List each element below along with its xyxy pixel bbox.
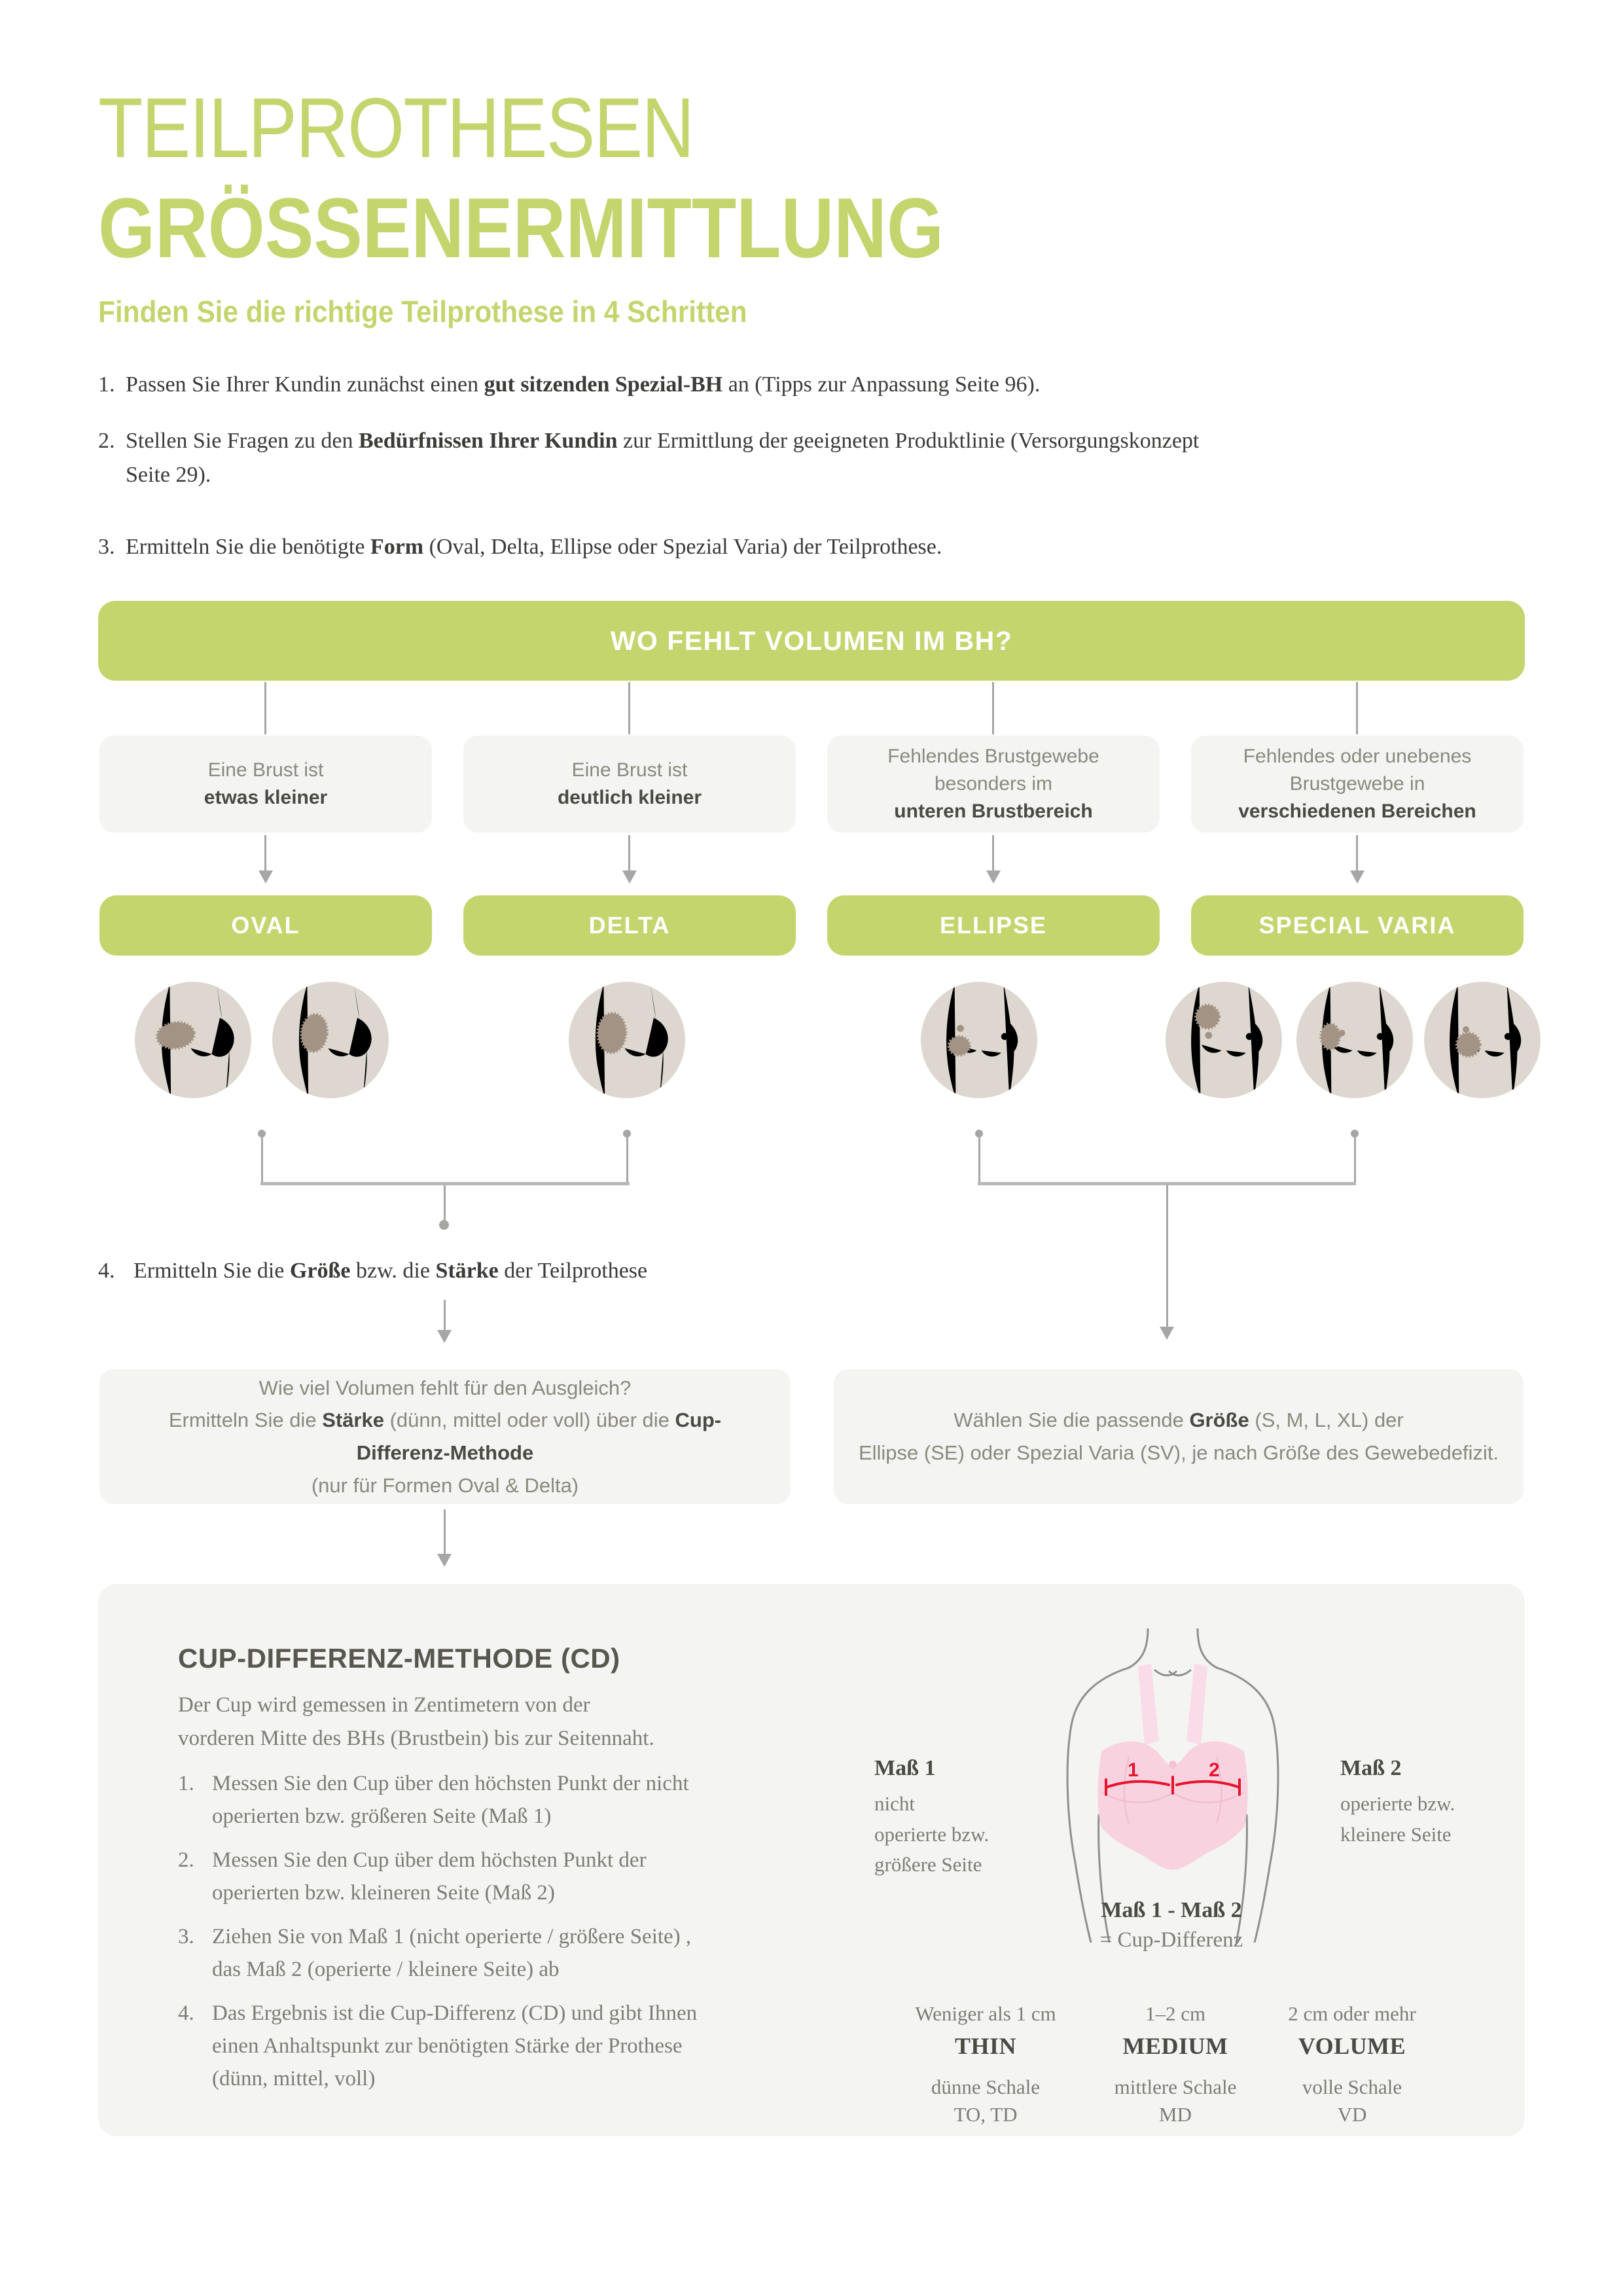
result-codes: MD — [1159, 2103, 1192, 2126]
condition-line: Fehlendes oder unebenes — [1243, 745, 1472, 767]
step-text: Passen Sie Ihrer Kundin zunächst einen gut sitzenden Spezial-BH an (Tipps zur Anpassung Seite 96). — [126, 372, 1041, 397]
result-codes: VD — [1337, 2103, 1367, 2126]
torso-oval-tall-icon — [272, 982, 389, 1098]
condition-line: verschiedenen Bereichen — [1238, 800, 1476, 822]
measure-mark-1: 1 — [1128, 1759, 1139, 1781]
connector-line — [992, 835, 994, 870]
cd-step-text: Ziehen Sie von Maß 1 (nicht operierte / größere Seite) , das Maß 2 (operierte / kleinere Seite) ab — [212, 1925, 692, 1982]
torso-oval-wide-icon — [135, 982, 251, 1098]
condition-line: deutlich kleiner — [557, 787, 702, 808]
connector-line — [264, 835, 266, 870]
result-codes: TO, TD — [954, 2103, 1018, 2126]
page-subtitle: Finden Sie die richtige Teilprothese in 4 Schritten — [98, 295, 747, 329]
shape-label-oval: OVAL — [99, 895, 432, 956]
torso-delta-icon — [569, 982, 685, 1098]
cd-step-2 — [178, 1844, 647, 1909]
connector-line — [264, 682, 266, 734]
torso-varia-top-icon — [1166, 982, 1282, 1098]
decision-line: Differenz-Methode — [356, 1441, 534, 1464]
step-number: 2. — [98, 429, 115, 453]
result-name: THIN — [954, 2032, 1017, 2059]
flow-question-text: WO FEHLT VOLUMEN IM BH? — [610, 625, 1013, 656]
connector-line — [444, 1509, 446, 1554]
connector-dot — [439, 1220, 449, 1230]
condition-line: besonders im — [934, 773, 1053, 795]
cd-step-1 — [178, 1767, 689, 1833]
flow-question-bar — [98, 601, 1525, 681]
arrow-down-icon — [437, 1554, 452, 1567]
result-name: VOLUME — [1298, 2032, 1406, 2059]
step-3 — [98, 530, 942, 564]
condition-line: etwas kleiner — [204, 787, 328, 808]
bra-measurement-illustration-icon — [1019, 1628, 1327, 1943]
decision-box-staerke — [99, 1369, 791, 1504]
connector-line — [1166, 1185, 1168, 1327]
result-shell: volle Schale — [1302, 2075, 1402, 2099]
shape-label-delta: DELTA — [463, 895, 796, 956]
cd-method-heading: CUP-DIFFERENZ-METHODE (CD) — [178, 1643, 620, 1674]
condition-box-ellipse — [827, 736, 1160, 833]
connector-line — [444, 1185, 446, 1222]
step-number: 4. — [98, 1259, 115, 1283]
connector-dot — [258, 1130, 266, 1138]
condition-line: Eine Brust ist — [571, 759, 688, 781]
connector-line — [1354, 1138, 1356, 1182]
shape-label-special-varia: SPECIAL VARIA — [1191, 895, 1524, 956]
mass1-label: Maß 1 nicht operierte bzw. größere Seite — [874, 1756, 990, 1876]
cd-step-number: 2. — [178, 1848, 194, 1872]
decision-box-groesse — [834, 1369, 1524, 1504]
arrow-down-icon — [1350, 870, 1364, 884]
connector-dot — [1351, 1130, 1359, 1138]
result-range: Weniger als 1 cm — [915, 2002, 1056, 2025]
torso-ellipse-icon — [921, 982, 1037, 1098]
arrow-down-icon — [986, 870, 1001, 884]
connector-line — [626, 1138, 628, 1182]
page-title-line-2: GRÖSSENERMITTLUNG — [98, 180, 944, 276]
connector-line — [261, 1138, 263, 1182]
cd-step-number: 3. — [178, 1925, 194, 1948]
shape-label-ellipse: ELLIPSE — [827, 895, 1160, 956]
condition-line: Fehlendes Brustgewebe — [887, 745, 1099, 767]
cd-step-4 — [178, 1997, 697, 2095]
cd-step-number: 1. — [178, 1772, 194, 1795]
condition-line: unteren Brustbereich — [894, 800, 1093, 822]
step-number: 3. — [98, 535, 115, 559]
cd-step-3 — [178, 1920, 691, 1986]
step-text: Stellen Sie Fragen zu den Bedürfnissen Ihrer Kundin zur Ermittlung der geeigneten Produktlinie (Versorgungskonzept Seite 29). — [126, 429, 1200, 487]
step-text: Ermitteln Sie die benötigte Form (Oval, Delta, Ellipse oder Spezial Varia) der Teilprothese. — [126, 535, 942, 559]
connector-line — [978, 1138, 980, 1182]
connector-line — [1356, 682, 1358, 734]
connector-line — [1356, 835, 1358, 870]
decision-line: Wählen Sie die passende Größe (S, M, L, XL) der — [954, 1408, 1404, 1432]
cd-step-text: Messen Sie den Cup über dem höchsten Punkt der operierten bzw. kleineren Seite (Maß 2) — [212, 1848, 647, 1905]
result-shell: dünne Schale — [931, 2075, 1041, 2099]
step-number: 1. — [98, 372, 115, 397]
step-2 — [98, 424, 1238, 492]
condition-box-delta — [463, 736, 796, 833]
step-1 — [98, 368, 1040, 402]
cup-difference-formula: Maß 1 - Maß 2 = Cup-Differenz — [1099, 1898, 1243, 1952]
connector-line — [628, 682, 630, 734]
cd-step-text: Messen Sie den Cup über den höchsten Punkt der nicht operierten bzw. größeren Seite (Maß 1) — [212, 1772, 689, 1829]
decision-line: Ellipse (SE) oder Spezial Varia (SV), je nach Größe des Gewebedefizit. — [858, 1441, 1499, 1464]
decision-line: (nur für Formen Oval & Delta) — [311, 1473, 579, 1497]
torso-varia-low-icon — [1424, 982, 1541, 1098]
result-shell: mittlere Schale — [1114, 2075, 1237, 2099]
connector-dot — [623, 1130, 631, 1138]
arrow-down-icon — [437, 1330, 452, 1343]
connector-line — [444, 1300, 446, 1330]
connector-line — [628, 835, 630, 870]
torso-varia-mid-icon — [1296, 982, 1413, 1098]
result-range: 2 cm oder mehr — [1288, 2002, 1416, 2025]
connector-dot — [975, 1130, 983, 1138]
cd-step-text: Das Ergebnis ist die Cup-Differenz (CD) und gibt Ihnen einen Anhaltspunkt zur benötigten Stärke der Prothese (dünn, mittel, voll) — [212, 2001, 698, 2091]
page-title-line-1: TEILPROTHESEN — [98, 80, 694, 175]
result-volume — [1254, 2000, 1450, 2128]
mass2-label: Maß 2 operierte bzw. kleinere Seite — [1340, 1756, 1455, 1846]
cd-method-intro: Der Cup wird gemessen in Zentimetern von der vorderen Mitte des BHs (Brustbein) bis zur Seitennaht. — [178, 1693, 654, 1751]
result-medium — [1077, 2000, 1274, 2128]
result-thin — [887, 2000, 1084, 2128]
decision-line: Ermitteln Sie die Stärke (dünn, mittel oder voll) über die Cup- — [168, 1408, 722, 1432]
step-text: Ermitteln Sie die Größe bzw. die Stärke der Teilprothese — [134, 1259, 648, 1283]
condition-box-special-varia — [1191, 736, 1524, 833]
connector-line — [992, 682, 994, 734]
measure-mark-2: 2 — [1209, 1759, 1220, 1781]
arrow-down-icon — [622, 870, 637, 884]
condition-box-oval — [99, 736, 432, 833]
result-range: 1–2 cm — [1145, 2002, 1206, 2025]
decision-line: Wie viel Volumen fehlt für den Ausgleich? — [259, 1376, 632, 1399]
arrow-down-icon — [1160, 1327, 1174, 1340]
step-4 — [98, 1254, 647, 1288]
condition-line: Brustgewebe in — [1289, 773, 1425, 795]
arrow-down-icon — [259, 870, 273, 884]
condition-line: Eine Brust ist — [207, 759, 324, 781]
cd-step-number: 4. — [178, 2001, 194, 2025]
result-name: MEDIUM — [1122, 2032, 1228, 2059]
